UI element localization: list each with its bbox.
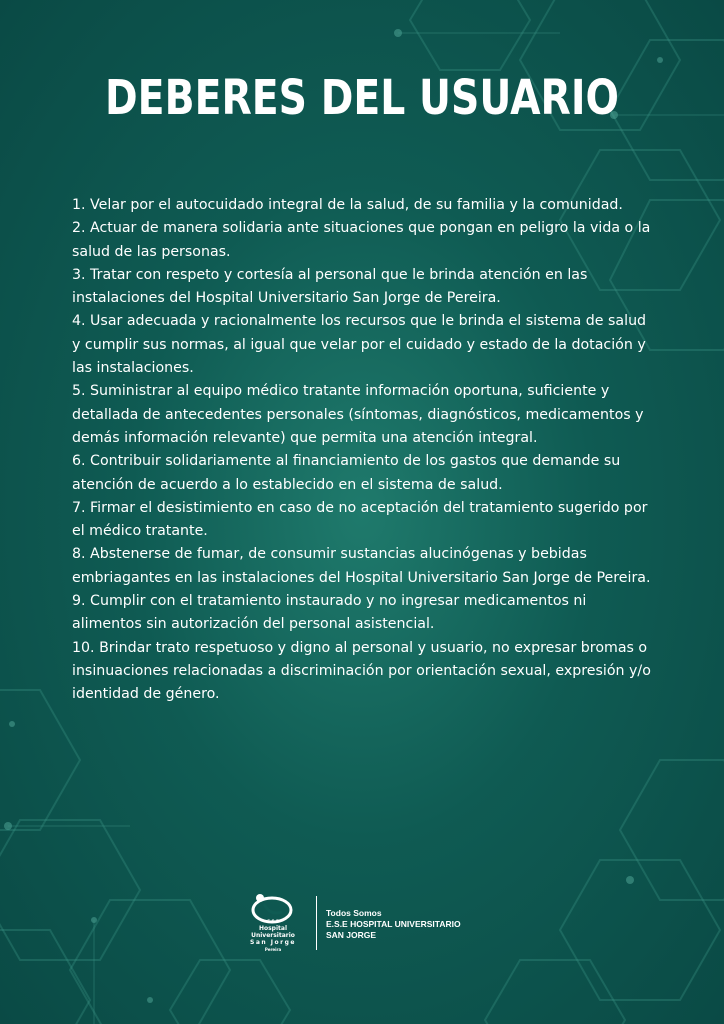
duty-item-6: 6. Contribuir solidariamente al financiamiento de los gastos que demande su atención de acuerdo a lo establecido en el sistema de salud. — [72, 453, 621, 493]
slogan-line-1: Todos Somos — [326, 908, 382, 918]
logo-line-2: San Jorge — [250, 939, 296, 946]
duty-item-8: 8. Abstenerse de fumar, de consumir sustancias alucinógenas y bebidas embriagantes en las instalaciones del Hospital Universitario San Jorge de Pereira. — [72, 546, 651, 586]
logo-wordmark — [238, 918, 308, 953]
slogan-line-3: SAN JORGE — [326, 930, 377, 940]
duty-item-9: 9. Cumplir con el tratamiento instaurado y no ingresar medicamentos ni alimentos sin autorización del personal asistencial. — [72, 593, 587, 633]
duty-item-2: 2. Actuar de manera solidaria ante situaciones que pongan en peligro la vida o la salud de las personas. — [72, 220, 651, 260]
duty-item-4: 4. Usar adecuada y racionalmente los recursos que le brinda el sistema de salud y cumplir sus normas, al igual que velar por el cuidado y estado de la dotación y las instalaciones. — [72, 313, 647, 377]
duty-item-5: 5. Suministrar al equipo médico tratante información oportuna, suficiente y detallada de antecedentes personales (síntomas, diagnósticos, medicamentos y demás información relevante) que permita una atención integral. — [72, 383, 644, 446]
slogan-line-2: E.S.E HOSPITAL UNIVERSITARIO — [326, 919, 461, 929]
duty-item-1: 1. Velar por el autocuidado integral de la salud, de su familia y la comunidad. — [72, 197, 623, 213]
footer-slogan — [326, 908, 461, 941]
duty-item-3: 3. Tratar con respeto y cortesía al personal que le brinda atención en las instalaciones del Hospital Universitario San Jorge de Pereira. — [72, 266, 588, 307]
duties-list — [72, 194, 657, 707]
footer — [238, 886, 498, 954]
duty-item-7: 7. Firmar el desistimiento en caso de no aceptación del tratamiento sugerido por el médico tratante. — [72, 499, 648, 540]
logo-line-1: Hospital Universitario — [251, 925, 295, 939]
footer-divider — [316, 896, 317, 950]
logo-line-3: Pereira — [264, 947, 282, 952]
duty-item-10: 10. Brindar trato respetuoso y digno al personal y usuario, no expresar bromas o insinuaciones relacionadas a discriminación por orientación sexual, expresión y/o identidad de género. — [72, 639, 651, 703]
page-title: DEBERES DEL USUARIO — [105, 70, 619, 126]
logo-ese: E.S.E — [267, 919, 279, 924]
